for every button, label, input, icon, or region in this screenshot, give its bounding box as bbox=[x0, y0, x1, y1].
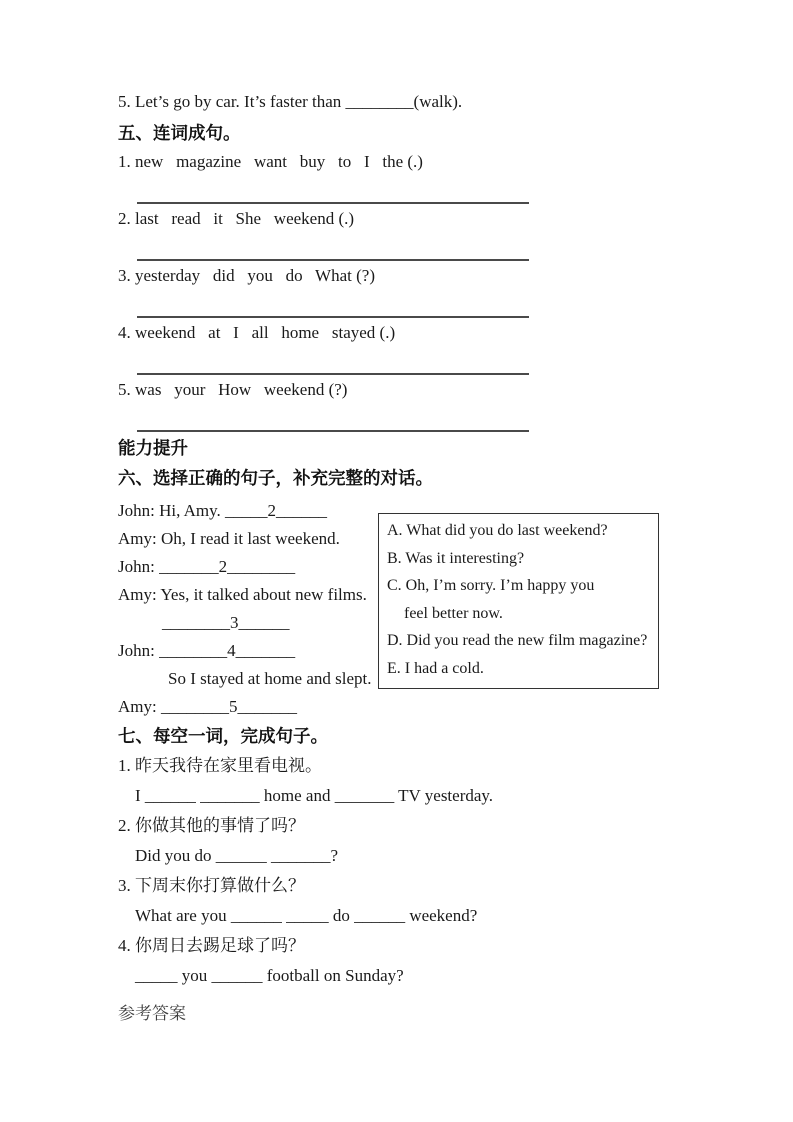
scramble-item-2 bbox=[118, 205, 723, 261]
answer-line bbox=[137, 233, 529, 261]
answer-line bbox=[137, 176, 529, 204]
scramble-item-text: 4. weekend at I all home stayed (.) bbox=[118, 323, 396, 342]
sentence-item-chinese: 2. 你做其他的事情了吗？ bbox=[118, 816, 305, 835]
answer-line bbox=[137, 290, 529, 318]
fill-blank-item-5: 5. Let’s go by car. It’s faster than ________(walk). bbox=[118, 92, 463, 111]
ability-heading: 能力提升 bbox=[118, 438, 188, 458]
section-seven-items bbox=[118, 751, 723, 991]
scramble-item-5 bbox=[118, 376, 723, 432]
dialog-blank-3: ________3______ bbox=[162, 613, 290, 632]
sentence-item-3 bbox=[118, 871, 723, 931]
sentence-item-english: _____ you ______ football on Sunday? bbox=[135, 966, 404, 985]
scramble-item-text: 2. last read it She weekend (.) bbox=[118, 209, 355, 228]
dialog-line-john-2: John: _______2________ bbox=[118, 557, 296, 576]
sentence-item-chinese: 1. 昨天我待在家里看电视。 bbox=[118, 756, 322, 775]
dialog-line-john-1: John: Hi, Amy. _____2______ bbox=[118, 501, 328, 520]
sentence-item-english: What are you ______ _____ do ______ weekend? bbox=[135, 906, 478, 925]
dialog-line-john-3-cont: So I stayed at home and slept. bbox=[168, 669, 372, 688]
section-five-heading: 五、连词成句。 bbox=[118, 123, 241, 143]
option-c: C. Oh, I’m sorry. I’m happy you bbox=[387, 577, 595, 594]
sentence-item-english: Did you do ______ _______? bbox=[135, 846, 339, 865]
sentence-item-4 bbox=[118, 931, 723, 991]
dialog-line-john-3: John: ________4_______ bbox=[118, 641, 296, 660]
scramble-item-text: 1. new magazine want buy to I the (.) bbox=[118, 152, 423, 171]
option-e: E. I had a cold. bbox=[387, 659, 484, 677]
sentence-item-1 bbox=[118, 751, 723, 811]
option-d: D. Did you read the new film magazine? bbox=[387, 632, 648, 649]
sentence-item-2 bbox=[118, 811, 723, 871]
answers-heading: 参考答案 bbox=[118, 1004, 186, 1023]
section-five-items bbox=[118, 148, 723, 432]
answer-line bbox=[137, 347, 529, 375]
sentence-item-chinese: 4. 你周日去踢足球了吗？ bbox=[118, 936, 305, 955]
section-seven-heading: 七、每空一词，完成句子。 bbox=[118, 726, 328, 746]
dialog-line-amy-3: Amy: ________5_______ bbox=[118, 697, 297, 716]
dialog-line-amy-2: Amy: Yes, it talked about new films. bbox=[118, 585, 367, 604]
answer-line bbox=[137, 404, 529, 432]
dialog bbox=[118, 497, 418, 721]
section-six-heading: 六、选择正确的句子，补充完整的对话。 bbox=[118, 468, 433, 488]
dialog-line-amy-1: Amy: Oh, I read it last weekend. bbox=[118, 529, 340, 548]
scramble-item-text: 5. was your How weekend (?) bbox=[118, 380, 348, 399]
sentence-item-english: I ______ _______ home and _______ TV yesterday. bbox=[135, 786, 494, 805]
sentence-item-chinese: 3. 下周末你打算做什么？ bbox=[118, 876, 305, 895]
scramble-item-1 bbox=[118, 148, 723, 204]
options-box bbox=[378, 513, 659, 689]
option-a: A. What did you do last weekend? bbox=[387, 522, 608, 539]
option-b: B. Was it interesting? bbox=[387, 549, 525, 567]
scramble-item-text: 3. yesterday did you do What (?) bbox=[118, 266, 375, 285]
scramble-item-3 bbox=[118, 262, 723, 318]
scramble-item-4 bbox=[118, 319, 723, 375]
option-c-continuation: feel better now. bbox=[404, 604, 503, 622]
